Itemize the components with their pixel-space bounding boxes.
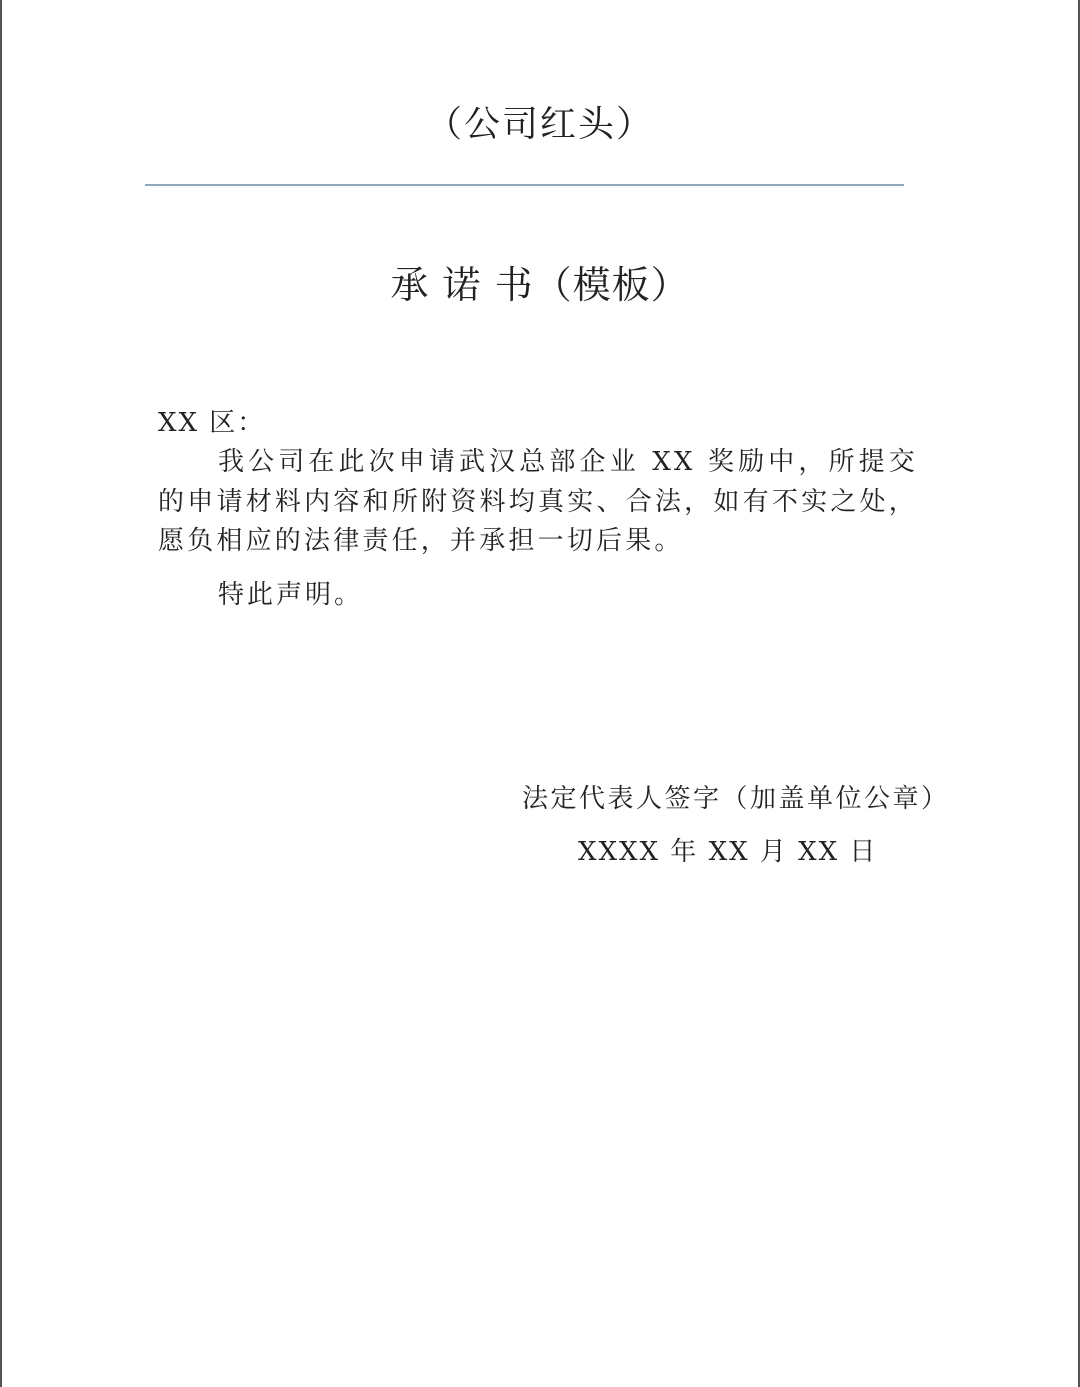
company-letterhead: （公司红头）: [425, 104, 654, 145]
date-line: XXXX 年 XX 月 XX 日: [578, 837, 878, 867]
letterhead-divider: [145, 184, 904, 186]
commitment-body: 我公司在此次申请武汉总部企业 XX 奖励中，所提交的申请材料内容和所附资料均真实、合法，如有不实之处，愿负相应的法律责任，并承担一切后果。: [158, 447, 918, 556]
signature-line: 法定代表人签字（加盖单位公章）: [522, 784, 950, 814]
addressee: XX 区：: [158, 408, 266, 438]
closing-statement: 特此声明。: [218, 580, 364, 610]
document-title: 承 诺 书（模板）: [390, 263, 690, 307]
